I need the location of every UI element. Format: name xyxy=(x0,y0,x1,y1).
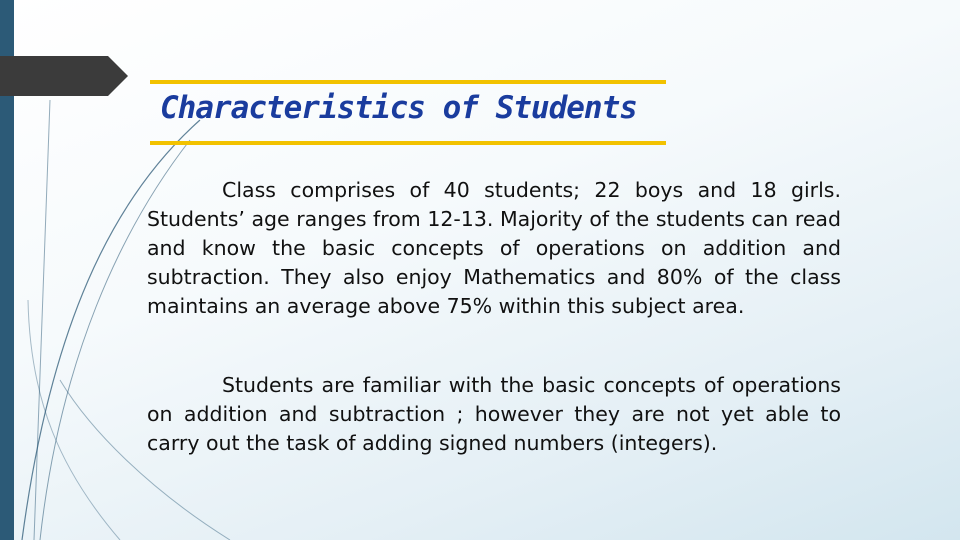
paragraph-text: Class comprises of 40 students; 22 boys and 18 girls. Students’ age ranges from 12-13. Majority of the students can read and know the basic concepts of operations on addition and subtraction. They also enjoy Mathematics and 80% of the class maintains an average above 75% within this subject area. xyxy=(147,178,841,318)
paragraph-text: Students are familiar with the basic concepts of operations on addition and subtraction ; however they are not yet able to carry out the task of adding signed numbers (integers). xyxy=(147,373,841,455)
slide-title: Characteristics of Students xyxy=(160,90,637,126)
title-rule-top xyxy=(150,80,666,84)
arrow-tab-shape xyxy=(0,56,128,96)
paragraph-class-overview xyxy=(147,176,841,321)
title-rule-bottom xyxy=(150,141,666,145)
paragraph-student-familiarity xyxy=(147,371,841,458)
